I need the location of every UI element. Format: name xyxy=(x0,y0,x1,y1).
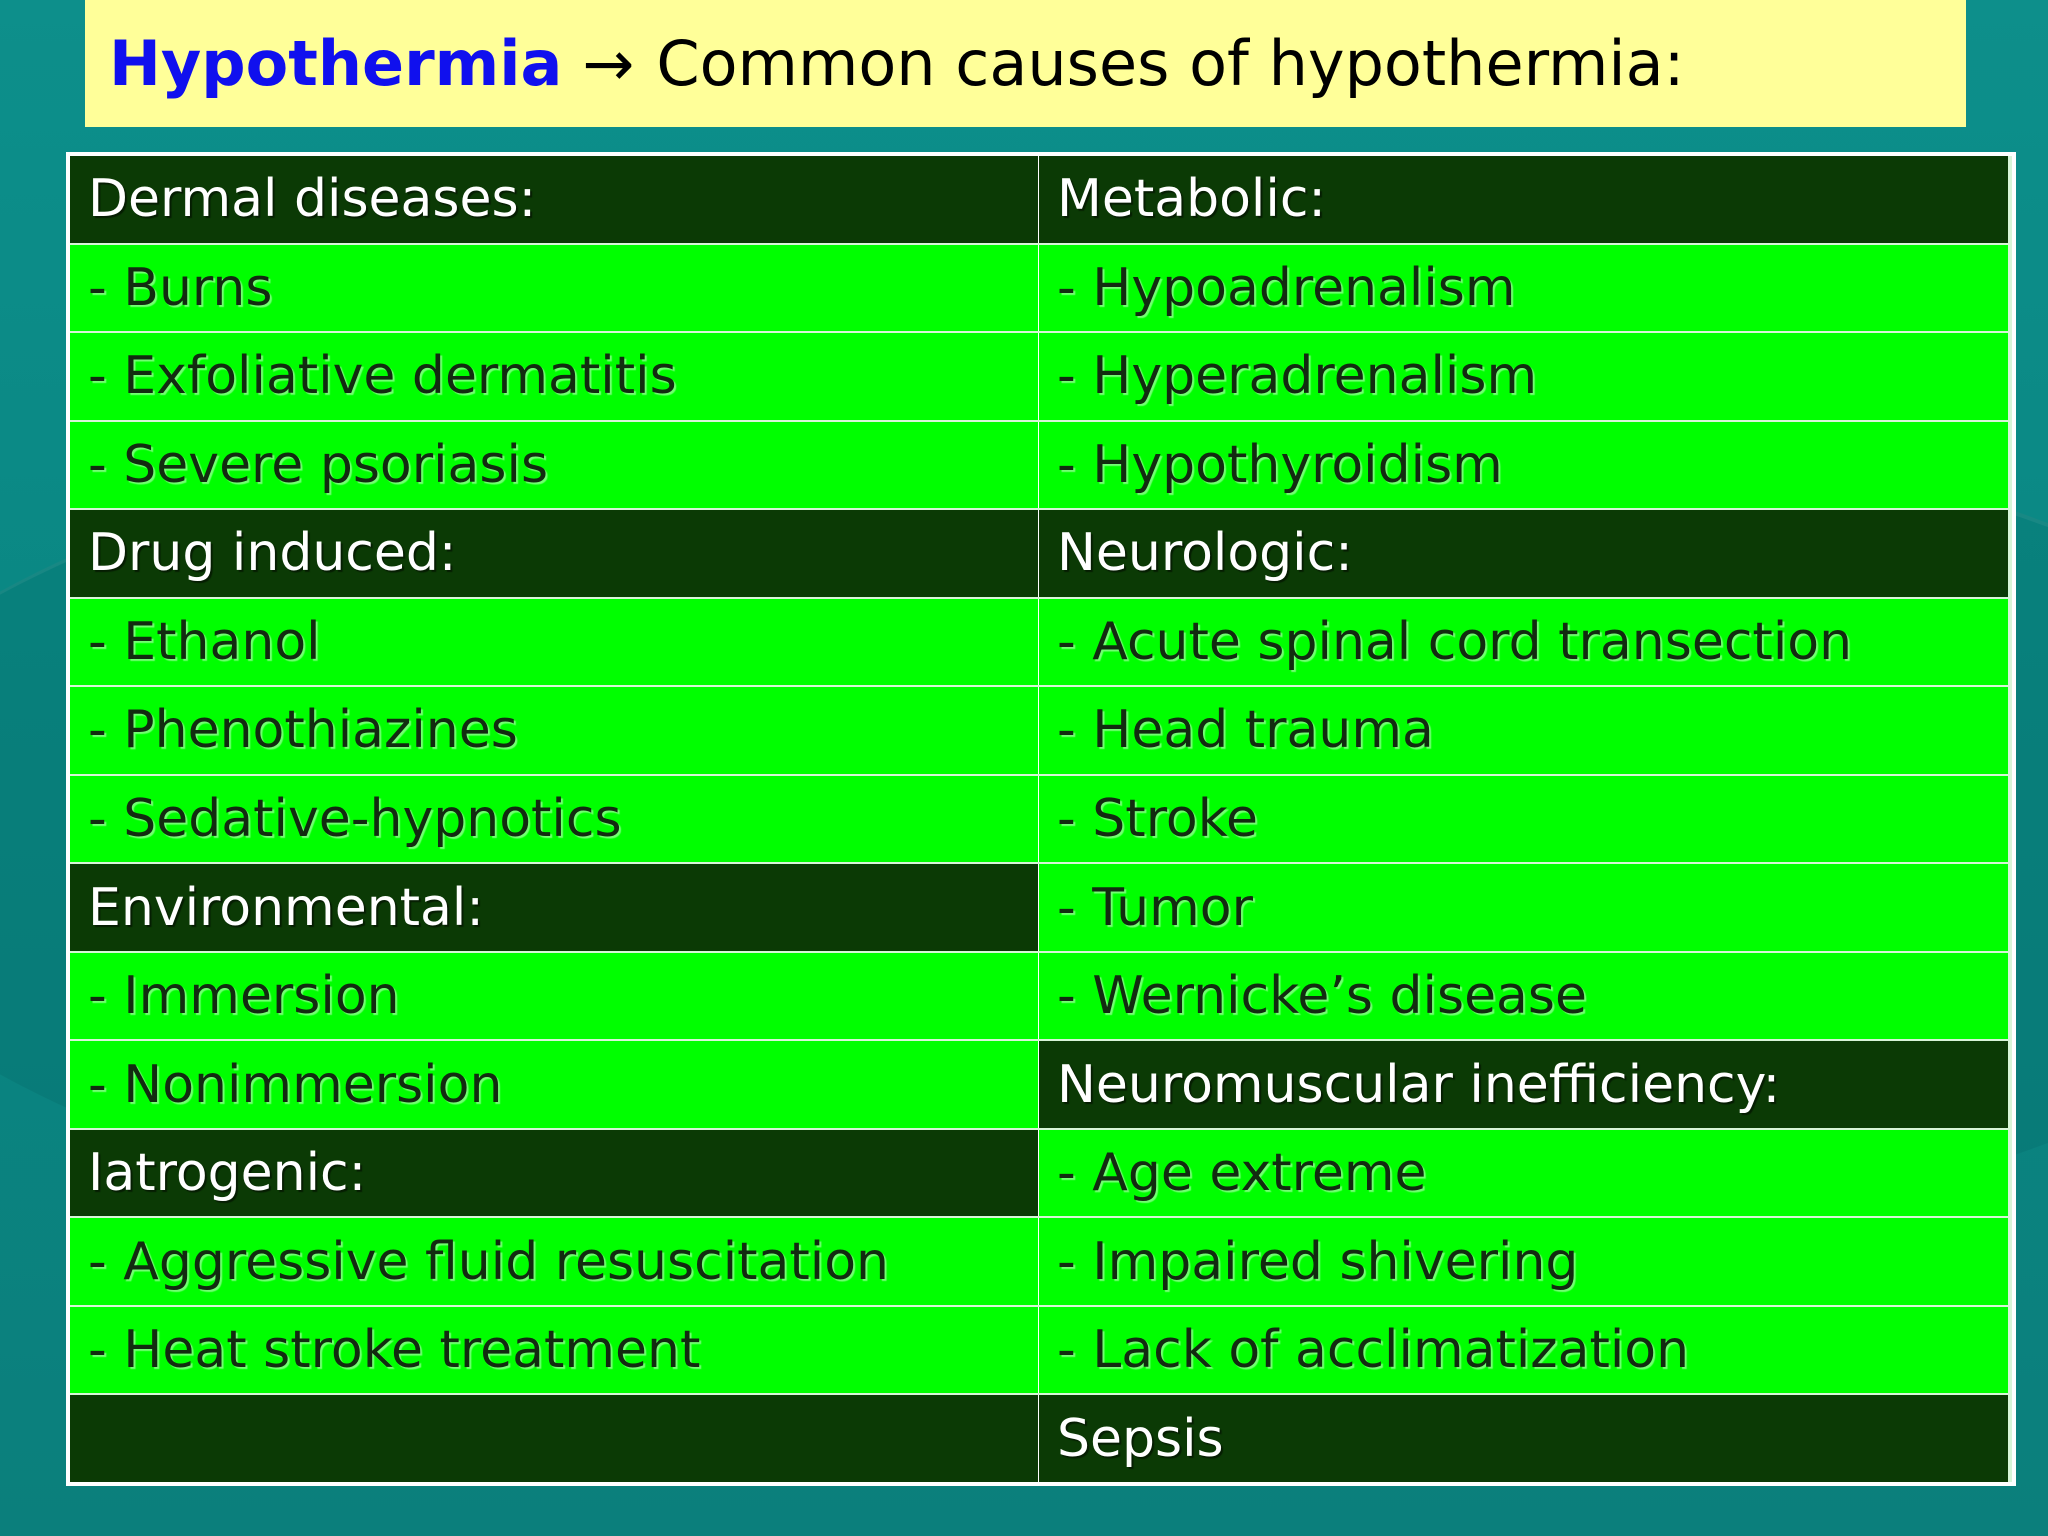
slide-title-bar xyxy=(85,0,1966,127)
category-header-right: Metabolic: xyxy=(1039,156,2008,243)
table-cell-left: - Nonimmersion xyxy=(70,1041,1038,1128)
table-cell-right: - Impaired shivering xyxy=(1039,1218,2008,1305)
table-cell-right: - Acute spinal cord transection xyxy=(1039,599,2008,686)
table-cell-left: - Burns xyxy=(70,245,1038,332)
table-cell-left xyxy=(70,1395,1038,1482)
table-cell-left: - Ethanol xyxy=(70,599,1038,686)
title-arrow-icon: → xyxy=(582,26,635,100)
title-main: Hypothermia xyxy=(109,26,563,100)
causes-table xyxy=(66,152,2016,1486)
table-cell-right: - Wernicke’s disease xyxy=(1039,953,2008,1040)
category-header-left: Environmental: xyxy=(70,864,1038,951)
table-cell-right: - Head trauma xyxy=(1039,687,2008,774)
table-cell-right: - Lack of acclimatization xyxy=(1039,1307,2008,1394)
table-cell-right: - Stroke xyxy=(1039,776,2008,863)
table-cell-right: - Hyperadrenalism xyxy=(1039,333,2008,420)
table-cell-left: - Exfoliative dermatitis xyxy=(70,333,1038,420)
category-header-right: Neuromuscular inefficiency: xyxy=(1039,1041,2008,1128)
category-header-left: Iatrogenic: xyxy=(70,1130,1038,1217)
table-cell-left: - Sedative-hypnotics xyxy=(70,776,1038,863)
category-header-left: Drug induced: xyxy=(70,510,1038,597)
table-cell-left: - Heat stroke treatment xyxy=(70,1307,1038,1394)
table-cell-left: - Immersion xyxy=(70,953,1038,1040)
table-cell-left: - Severe psoriasis xyxy=(70,422,1038,509)
table-cell-right: - Age extreme xyxy=(1039,1130,2008,1217)
category-header-right: Sepsis xyxy=(1039,1395,2008,1482)
category-header-right: Neurologic: xyxy=(1039,510,2008,597)
table-cell-left: - Aggressive fluid resuscitation xyxy=(70,1218,1038,1305)
table-cell-right: - Hypothyroidism xyxy=(1039,422,2008,509)
table-cell-left: - Phenothiazines xyxy=(70,687,1038,774)
table-cell-right: - Tumor xyxy=(1039,864,2008,951)
table-cell-right: - Hypoadrenalism xyxy=(1039,245,2008,332)
category-header-left: Dermal diseases: xyxy=(70,156,1038,243)
title-subtitle: Common causes of hypothermia: xyxy=(656,26,1685,100)
causes-table-grid xyxy=(70,156,2012,1482)
